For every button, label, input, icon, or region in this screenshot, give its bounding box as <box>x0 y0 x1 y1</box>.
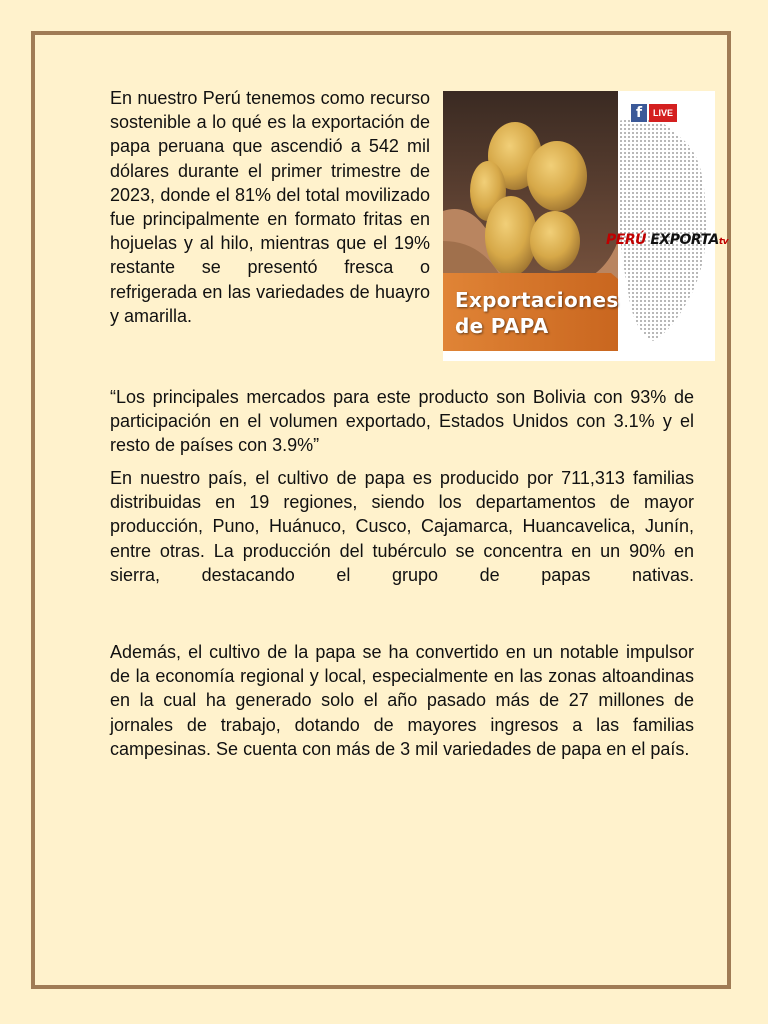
intro-paragraph: En nuestro Perú tenemos como recurso sostenible a lo qué es la exportación de papa peruana que ascendió a 542 mil dólares durante el primer trimestre de 2023, donde el 81% del total movilizado fue principalmente en formato fritas en hojuelas y al hilo, mientras que el 19% restante se presentó fresca o refrigerada en las variedades de huayro y amarilla. <box>110 88 430 326</box>
peru-exporta-logo <box>606 232 728 248</box>
potato-export-image <box>443 91 728 361</box>
export-banner <box>455 287 619 339</box>
live-label: LIVE <box>649 104 677 122</box>
brand-part2: EXPORTA <box>650 232 719 248</box>
banner-line2: de PAPA <box>455 314 549 338</box>
facebook-icon: f <box>631 104 647 122</box>
production-paragraph: En nuestro país, el cultivo de papa es producido por 711,313 familias distribuidas en 19 regiones, siendo los departamentos de mayor producción, Puno, Huánuco, Cusco, Cajamarca, Huancavelica, Junín, entre otras. La producción del tubérculo se concentra en un 90% en sierra, destacando el grupo de papas nativas. <box>110 468 694 585</box>
banner-line1: Exportaciones <box>455 288 619 312</box>
economy-paragraph: Además, el cultivo de la papa se ha convertido en un notable impulsor de la economía regional y local, especialmente en las zonas altoandinas en la cual ha generado solo el año pasado más de 27 millones de jornales de trabajo, dotando de mayores ingresos a las familias campesinas. Se cuenta con más de 3 mil variedades de papa en el país. <box>110 642 694 759</box>
quote-paragraph: “Los principales mercados para este producto son Bolivia con 93% de participación en el volumen exportado, Estados Unidos con 3.1% y el resto de países con 3.9%” <box>110 387 694 456</box>
brand-part1: PERÚ <box>606 232 646 248</box>
brand-suffix: tv <box>718 237 728 247</box>
facebook-live-badge <box>631 104 677 122</box>
